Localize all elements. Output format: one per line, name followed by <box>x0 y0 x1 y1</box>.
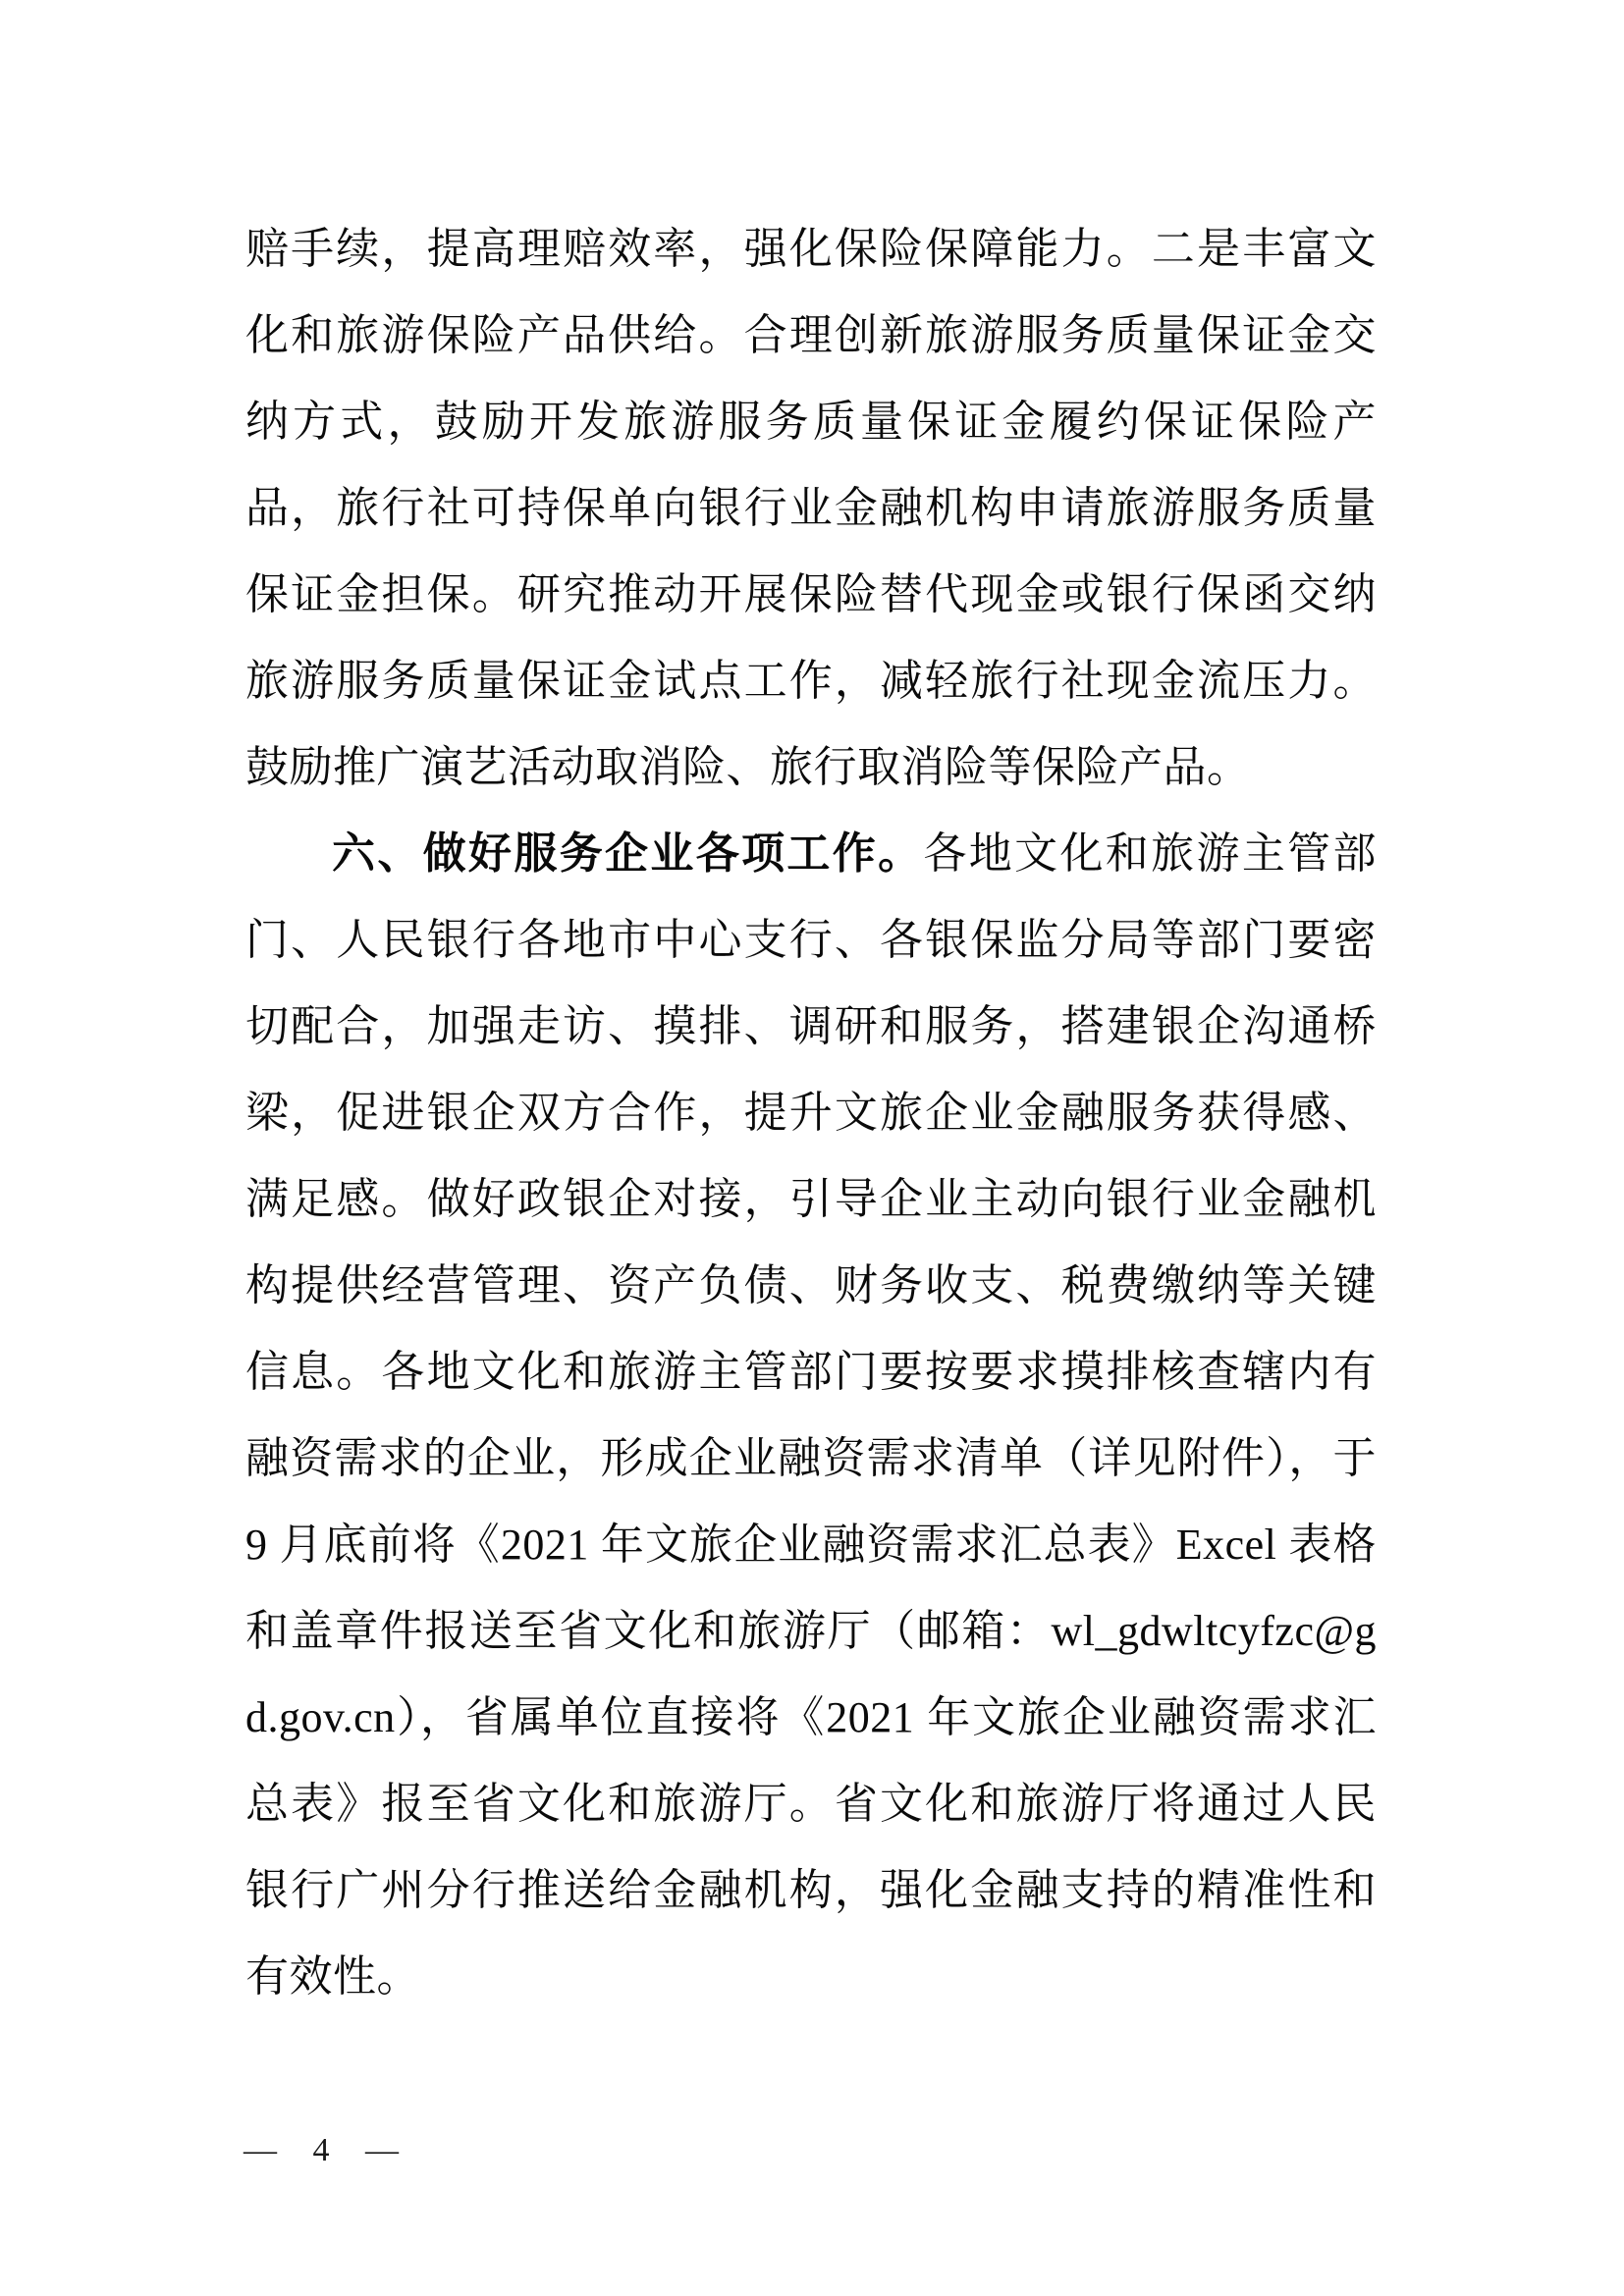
page-number: — 4 — <box>244 2132 412 2168</box>
body-paragraph-section-six <box>245 811 1377 2020</box>
paragraph-text: 各地文化和旅游主管部门、人民银行各地市中心支行、各银保监分局等部门要密切配合，加强走访、摸排、调研和服务，搭建银企沟通桥梁，促进银企双方合作，提升文旅企业金融服务获得感、满足感。做好政银企对接，引导企业主动向银行业金融机构提供经营管理、资产负债、财务收支、税费缴纳等关键信息。各地文化和旅游主管部门要按要求摸排核查辖内有融资需求的企业，形成企业融资需求清单（详见附件），于 9 月底前将《2021 年文旅企业融资需求汇总表》Excel 表格和盖章件报送至省文化和旅游厅（邮箱：wl_gdwltcyfzc@gd.gov.cn），省属单位直接将《2021 年文旅企业融资需求汇总表》报至省文化和旅游厅。省文化和旅游厅将通过人民银行广州分行推送给金融机构，强化金融支持的精准性和有效性。 <box>245 829 1378 2001</box>
paragraph-text: 赔手续，提高理赔效率，强化保险保障能力。二是丰富文化和旅游保险产品供给。合理创新旅游服务质量保证金交纳方式，鼓励开发旅游服务质量保证金履约保证保险产品，旅行社可持保单向银行业金融机构申请旅游服务质量保证金担保。研究推动开展保险替代现金或银行保函交纳旅游服务质量保证金试点工作，减轻旅行社现金流压力。鼓励推广演艺活动取消险、旅行取消险等保险产品。 <box>245 225 1377 791</box>
document-body <box>245 206 1377 2020</box>
section-six-heading: 六、做好服务企业各项工作。 <box>332 829 924 878</box>
body-paragraph-continuation <box>245 206 1377 811</box>
